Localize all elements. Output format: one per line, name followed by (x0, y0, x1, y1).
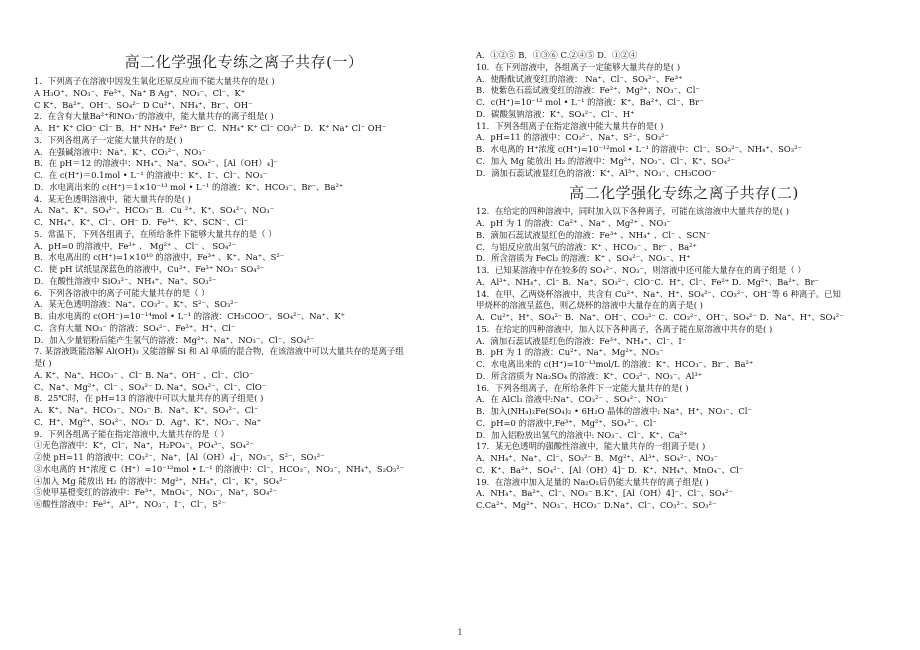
question-line: C．H⁺、Mg²⁺、SO₄²⁻、NO₃⁻ D．Ag⁺、K⁺、NO₃⁻、Na⁺ (34, 416, 262, 427)
question-line: 甲烧杯的溶液呈蓝色，则乙烧杯的溶液中大量存在的离子是( ) (476, 300, 703, 311)
question-line: A．在 AlCl₃ 溶液中:Na⁺、CO₃²⁻ 、SO₄²⁻、NO₃⁻ (476, 394, 668, 405)
question-line: A．NH₄⁺、Ba²⁺、Cl⁻、NO₃⁻ B.K⁺、[Al（OH）4]⁻、Cl⁻、SO₄²⁻ (476, 488, 733, 499)
question-line: 19．在溶液中加入足量的 Na₂O₂后仍能大量共存的离子组是( ) (476, 476, 709, 487)
question-line: D．加入少量铝粉后能产生氢气的溶液：Mg²⁺、Na⁺、NO₃⁻、Cl⁻、SO₄²⁻ (34, 334, 315, 345)
question-line: ⑥酸性溶液中：Fe²⁺，Al³⁺，NO₃⁻，I⁻，Cl⁻，S²⁻ (34, 499, 226, 509)
question-line: ②使 pH=11 的溶液中：CO₃²⁻，Na⁺，[Al（OH）₄]⁻，NO₃⁻，S²⁻，SO₃²⁻ (34, 452, 325, 462)
question-line: A．滴加石蕊试液显红色的溶液：Fe³⁺、NH₄⁺、Cl⁻、I⁻ (476, 335, 687, 346)
question-line: A．Na⁺、K⁺、SO₄²⁻、HCO₃⁻ B．Cu ²⁺、K⁺、SO₄²⁻、NO₃⁻ (34, 205, 275, 216)
question-line: D．碳酸氢钠溶液：K⁺、SO₄²⁻、Cl⁻、H⁺ (476, 108, 635, 119)
question-line: A．K⁺、Na⁺、HCO₃⁻、NO₃⁻ B．Na⁺、K⁺、SO₄²⁻、Cl⁻ (34, 405, 259, 415)
question-line: A．在强碱溶液中：Na⁺、K⁺、CO₃²⁻、NO₃⁻ (34, 146, 206, 157)
worksheet-title-2: 高二化学强化专练之离子共存(二) (569, 184, 799, 203)
question-line: C．NH₄⁺、K⁺、Cl⁻、OH⁻ D．Fe³⁺、K⁺、SCN⁻、Cl⁻ (34, 217, 249, 227)
question-line: A．H⁺ K⁺ ClO⁻ Cl⁻ B．H⁺ NH₄⁺ Fe²⁺ Br⁻ C．NH₄⁺ K⁺ Cl⁻ CO₃²⁻ D．K⁺ Na⁺ Cl⁻ OH⁻ (34, 123, 387, 133)
question-line: ③水电离的 H⁺浓度 C（H⁺）=10⁻¹²mol • L⁻¹ 的溶液中：Cl⁻，HCO₃⁻，NO₃⁻，NH₄⁺，S₂O₃²⁻ (34, 463, 405, 474)
question-line: 13．已知某溶液中存在较多的 SO₄²⁻、NO₃⁻，则溶液中还可能大量存在的离子组是（ ） (476, 265, 806, 275)
question-line: A．Al³⁺、NH₄⁺、Cl⁻ B．Na⁺、SO₃²⁻、ClO⁻C．H⁺、Cl⁻、Fe²⁺ D．Mg²⁺、Ba²⁺、Br⁻ (476, 276, 819, 287)
question-line: A．某无色透明溶液：Na⁺、CO₃²⁻、K⁺、S²⁻、SO₃²⁻ (34, 299, 239, 310)
question-line: 是( ) (34, 358, 52, 368)
question-line: A．pH 为 1 的溶液：Ca²⁺ 、Na⁺ 、Mg²⁺ 、NO₃⁻ (476, 218, 671, 228)
question-line: 9．下列各组离子能在指定溶液中,大量共存的是（ ） (34, 428, 229, 439)
question-line: C．K⁺、Ba²⁺、SO₄²⁻、[Al（OH）4]⁻ D．K⁺、NH₄⁺、MnO₄⁻、Cl⁻ (476, 464, 744, 475)
left-question-list (34, 76, 454, 511)
question-line: C．含有大量 NO₃⁻ 的溶液：SO₄²⁻、Fe²⁺、H⁺、Cl⁻ (34, 322, 236, 333)
question-line: B．使紫色石蕊试液变红的溶液：Fe²⁺、Mg²⁺、NO₃⁻、Cl⁻ (476, 85, 700, 96)
question-line: D．水电离出来的 c(H⁺)＝1×10⁻¹³ mol • L⁻¹ 的溶液：K⁺、HCO₃⁻、Br⁻、Ba²⁺ (34, 181, 344, 192)
question-line: 2．在含有大量Ba²⁺和NO₃⁻的溶液中，能大量共存的离子组是( ) (34, 111, 274, 122)
question-line: B．水电离出的 c(H⁺)=1×10¹⁰ 的溶液中，Fe³⁺ 、K⁺、Na⁺、S²⁻ (34, 252, 285, 263)
question-line: C．加入 Mg 能放出 H₂ 的溶液中：Mg²⁺、NO₃⁻、Cl⁻、K⁺、SO₄²⁻ (476, 155, 735, 166)
page-number: 1 (457, 628, 463, 637)
question-line: C．与铝反应放出氢气的溶液：K⁺ 、HCO₃⁻ 、Br⁻ 、Ba²⁺ (476, 241, 697, 252)
question-line: ①无色溶液中：K⁺，Cl⁻，Na⁺，H₂PO₄⁻，PO₄³⁻，SO₄²⁻ (34, 440, 254, 451)
worksheet-title-1: 高二化学强化专练之离子共存(一） (124, 53, 364, 71)
question-line: B．由水电离的 c(OH⁻)=10⁻¹⁴mol • L⁻¹ 的溶液：CH₃COO⁻、SO₄²⁻、Na⁺、K⁺ (34, 311, 346, 321)
question-line: 4．某无色透明溶液中，能大量共存的是( ) (34, 193, 191, 204)
question-line: C．c(H⁺)=10⁻¹² mol • L⁻¹ 的溶液：K⁺、Ba²⁺、Cl⁻、Br⁻ (476, 97, 704, 107)
question-line: 17．某无色透明的强酸性溶液中，能大量共存的一组离子是( ) (476, 441, 706, 452)
question-line: A．pH=11 的溶液中：CO₃²⁻、Na⁺、S²⁻、SO₃²⁻ (476, 132, 669, 143)
question-line: B．在 pH＝12 的溶液中：NH₄⁺、Na⁺、SO₄²⁻、[Al（OH）₄]⁻ (34, 158, 278, 169)
question-line: C．pH=0 的溶液中,Fe³⁺、Mg²⁺、SO₄²⁻、Cl⁻ (476, 417, 657, 428)
right-column (476, 0, 892, 512)
question-line: ⑤使甲基橙变红的溶液中：Fe³⁺，MnO₄⁻，NO₃⁻，Na⁺，SO₄²⁻ (34, 487, 278, 498)
right-top-margin (476, 0, 892, 50)
question-line: 8．25℃时，在 pH=13 的溶液中可以大量共存的离子组是( ) (34, 393, 264, 404)
question-line: D．所含溶质为 Na₂SO₄ 的溶液：K⁺、CO₃²⁻、NO₃⁻、Al³⁺ (476, 370, 703, 381)
question-line: A．①②⑤ B．①③⑥ C.②④⑤ D．①②④ (476, 50, 638, 60)
question-line: D．加入铝粉放出氢气的溶液中: NO₃⁻、Cl⁻、K⁺、Ca²⁺ (476, 429, 688, 440)
question-line: C．水电离出来的 c(H⁺)=10⁻¹³mol/L 的溶液：K⁺、HCO₃⁻、Br⁻、Ba²⁺ (476, 359, 754, 369)
question-line: C.Ca²⁺、Mg²⁺、NO₃⁻、HCO₃⁻ D.Na⁺、Cl⁻、CO₃²⁻、SO₃²⁻ (476, 500, 717, 510)
question-line: 6．下列各溶液中的离子可能大量共存的是（ ） (34, 287, 210, 298)
question-line: A．使酚酞试液变红的溶液： Na⁺、Cl⁻、SO₄²⁻、Fe³⁺ (476, 73, 683, 84)
question-line: A H₃O⁺、NO₃⁻、Fe²⁺、Na⁺ B Ag⁺、NO₃⁻、Cl⁻、K⁺ (34, 87, 246, 98)
right-question-list-top (476, 50, 892, 179)
question-line: B．滴加石蕊试液显红色的溶液：Fe³⁺ 、NH₄⁺ 、Cl⁻ 、SCN⁻ (476, 229, 711, 240)
question-line: 16．下列各组离子，在所给条件下一定能大量共存的是( ) (476, 382, 689, 393)
question-line: D．在酸性溶液中 SiO₃²⁻、NH₄⁺、Na⁺、SO₃²⁻ (34, 275, 217, 286)
question-line: 5．常温下，下列各组离子，在所给条件下能够大量共存的是（ ） (34, 228, 277, 239)
question-line: A．Cu²⁺、H⁺、SO₄²⁻ B．Na⁺、OH⁻、CO₃²⁻ C．CO₃²⁻、OH⁻、SO₄²⁻ D．Na⁺、H⁺、SO₄²⁻ (476, 312, 844, 322)
question-line: B．pH 为 1 的溶液：Cu²⁺、Na⁺、Mg²⁺、NO₃⁻ (476, 347, 664, 358)
question-line: C．在 c(H⁺)＝0.1mol • L⁻¹ 的溶液中：K⁺、I⁻、Cl⁻、NO₃⁻ (34, 170, 268, 180)
left-column (34, 0, 454, 511)
question-line: B．水电离的 H⁺浓度 c(H⁺)=10⁻¹²mol • L⁻¹ 的溶液中：Cl⁻、SO₃²⁻、NH₄⁺、SO₃²⁻ (476, 144, 802, 154)
question-line: B．加入(NH₄)₂Fe(SO₄)₂ • 6H₂O 晶体的溶液中: Na⁺、H⁺、NO₃⁻、Cl⁻ (476, 406, 752, 416)
question-line: D．所含溶质为 FeCl₂ 的溶液：K⁺ 、SO₄²⁻、NO₃⁻、H⁺ (476, 253, 691, 264)
question-line: C K⁺、Ba²⁺、OH⁻、SO₄²⁻ D Cu²⁺、NH₄⁺、Br⁻、OH⁻ (34, 99, 253, 110)
question-line: 15．在给定的四种溶液中，加入以下各种离子，各离子能在原溶液中共存的是( ) (476, 323, 773, 334)
question-line: A．pH=0 的溶液中，Fe³⁺ 、 Mg²⁺ 、 Cl⁻ 、 SO₄²⁻ (34, 240, 237, 251)
question-line: A．NH₄⁺、Na⁺、Cl⁻、SO₃²⁻ B．Mg²⁺、Al³⁺、SO₄²⁻、NO₃⁻ (476, 453, 719, 463)
question-line: C．使 pH 试纸显深蓝色的溶液中，Cu²⁺、Fe³⁺ NO₃⁻ SO₄²⁻ (34, 264, 265, 274)
question-line: D．滴加石蕊试液显红色的溶液：K⁺、Al³⁺、NO₃⁻、CH₃COO⁻ (476, 167, 716, 178)
question-line: 11．下列各组离子在指定溶液中能大量共存的是( ) (476, 120, 664, 131)
right-question-list-bottom (476, 206, 892, 512)
question-line: A. K⁺、Na⁺、HCO₃⁻ 、Cl⁻ B. Na⁺、OH⁻ 、Cl⁻、ClO⁻ (34, 369, 254, 380)
question-line: 7. 某溶液既能溶解 Al(OH)₃ 又能溶解 Si 和 Al 单质的混合物，在该溶液中可以大量共存的是离子组 (34, 346, 404, 357)
question-line: 1．下列离子在溶液中因发生氧化还原反应而不能大量共存的是( ) (34, 76, 275, 86)
question-line: 10．在下列溶液中，各组离子一定能够大量共存的是( ) (476, 61, 681, 72)
question-line: 14．在甲、乙两烧杯溶液中，共含有 Cu²⁺、Na⁺、H⁺、SO₄²⁻、CO₃²⁻、OH⁻等 6 种离子。已知 (476, 288, 841, 299)
question-line: 12．在给定的四种溶液中，同时加入以下各种离子，可能在该溶液中大量共存的是( ) (476, 206, 789, 217)
question-line: C、Na⁺、Mg²⁺、Cl⁻ 、SO₄²⁻ D. Na⁺、SO₄²⁻、Cl⁻、ClO⁻ (34, 381, 267, 392)
question-line: ④加入 Mg 能放出 H₂ 的溶液中：Mg²⁺，NH₄⁺，Cl⁻，K⁺，SO₄²⁻ (34, 475, 287, 486)
question-line: 3．下列各组离子一定能大量共存的是( ) (34, 134, 183, 145)
